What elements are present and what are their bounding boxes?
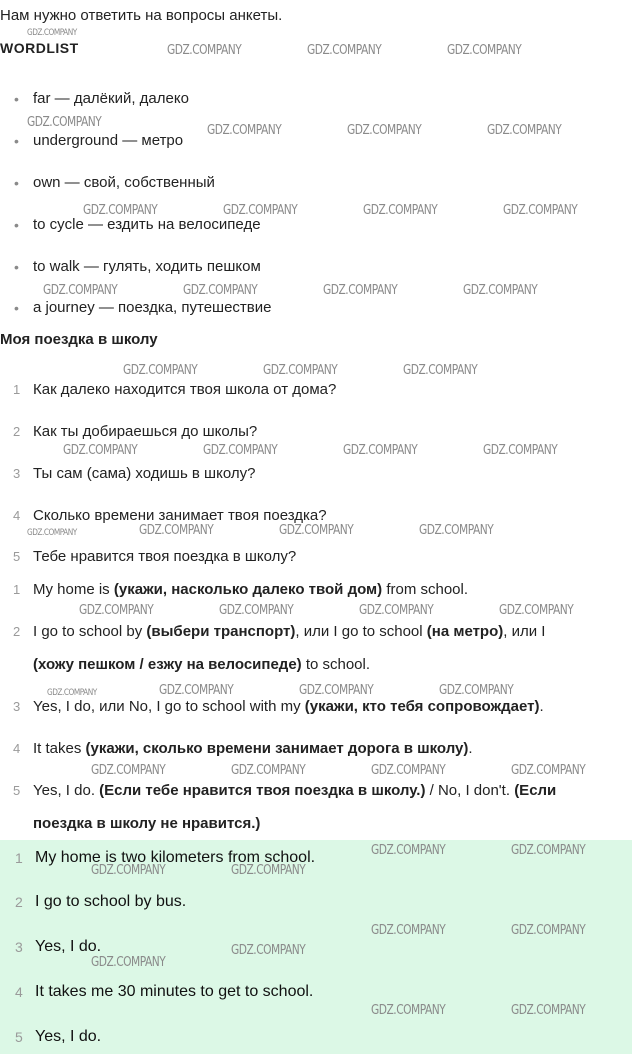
bullet-icon: • bbox=[14, 300, 19, 316]
answers-block: 1 My home is two kilometers from school. 2 I go to school by bus. 3 Yes, I do. 4 It takes me 30 minutes to get to school. 5 Yes, I do. bbox=[0, 840, 632, 1054]
watermark-logo: GDZ.COMPANY bbox=[439, 683, 514, 698]
bullet-icon: • bbox=[14, 217, 19, 233]
watermark-logo: GDZ.COMPANY bbox=[359, 603, 434, 618]
bullet-icon: • bbox=[14, 91, 19, 107]
watermark-logo: GDZ.COMPANY bbox=[91, 763, 166, 778]
watermark-logo: GDZ.COMPANY bbox=[207, 123, 282, 138]
watermark-logo: GDZ.COMPANY bbox=[279, 523, 354, 538]
watermark-logo: GDZ.COMPANY bbox=[231, 763, 306, 778]
watermark-logo: GDZ.COMPANY bbox=[511, 843, 586, 858]
bullet-icon: • bbox=[14, 133, 19, 149]
bullet-icon: • bbox=[14, 259, 19, 275]
watermark-logo: GDZ.COMPANY bbox=[63, 443, 138, 458]
bullet-icon: • bbox=[14, 175, 19, 191]
watermark-logo: GDZ.COMPANY bbox=[463, 283, 538, 298]
watermark-logo: GDZ.COMPANY bbox=[183, 283, 258, 298]
watermark-logo: GDZ.COMPANY bbox=[43, 283, 118, 298]
watermark-logo: GDZ.COMPANY bbox=[203, 443, 278, 458]
watermark-logo: GDZ.COMPANY bbox=[167, 43, 242, 58]
watermark-logo: GDZ.COMPANY bbox=[511, 923, 586, 938]
watermark-logo: GDZ.COMPANY bbox=[371, 1003, 446, 1018]
template-continuation: (хожу пешком / езжу на велосипеде) to school. bbox=[33, 656, 371, 673]
watermark-logo: GDZ.COMPANY bbox=[123, 363, 198, 378]
watermark-logo: GDZ.COMPANY bbox=[299, 683, 374, 698]
intro-text: Нам нужно ответить на вопросы анкеты. bbox=[0, 7, 283, 24]
watermark-logo: GDZ.COMPANY bbox=[347, 123, 422, 138]
wordlist-title: WORDLIST bbox=[0, 40, 79, 56]
watermark-logo: GDZ.COMPANY bbox=[511, 1003, 586, 1018]
watermark-logo: GDZ.COMPANY bbox=[159, 683, 234, 698]
watermark-logo: GDZ.COMPANY bbox=[343, 443, 418, 458]
watermark-logo: GDZ.COMPANY bbox=[223, 203, 298, 218]
watermark-logo: GDZ.COMPANY bbox=[79, 603, 154, 618]
watermark-logo: GDZ.COMPANY bbox=[447, 43, 522, 58]
watermark-logo: GDZ.COMPANY bbox=[371, 843, 446, 858]
watermark-logo: GDZ.COMPANY bbox=[503, 203, 578, 218]
watermark-logo: GDZ.COMPANY bbox=[219, 603, 294, 618]
watermark-logo: GDZ.COMPANY bbox=[487, 123, 562, 138]
watermark-logo: GDZ.COMPANY bbox=[371, 923, 446, 938]
watermark-logo: GDZ.COMPANY bbox=[91, 955, 166, 970]
watermark-logo: GDZ.COMPANY bbox=[139, 523, 214, 538]
watermark-logo: GDZ.COMPANY bbox=[83, 203, 158, 218]
template-continuation: поездка в школу не нравится.) bbox=[33, 815, 261, 832]
watermark-logo: GDZ.COMPANY bbox=[511, 763, 586, 778]
watermark-logo: GDZ.COMPANY bbox=[27, 28, 77, 38]
watermark-logo: GDZ.COMPANY bbox=[47, 688, 97, 698]
watermark-logo: GDZ.COMPANY bbox=[419, 523, 494, 538]
watermark-logo: GDZ.COMPANY bbox=[363, 203, 438, 218]
watermark-logo: GDZ.COMPANY bbox=[323, 283, 398, 298]
watermark-logo: GDZ.COMPANY bbox=[263, 363, 338, 378]
watermark-logo: GDZ.COMPANY bbox=[27, 528, 77, 538]
section-title: Моя поездка в школу bbox=[0, 331, 158, 348]
watermark-logo: GDZ.COMPANY bbox=[371, 763, 446, 778]
watermark-logo: GDZ.COMPANY bbox=[499, 603, 574, 618]
watermark-logo: GDZ.COMPANY bbox=[91, 863, 166, 878]
watermark-logo: GDZ.COMPANY bbox=[307, 43, 382, 58]
watermark-logo: GDZ.COMPANY bbox=[403, 363, 478, 378]
watermark-logo: GDZ.COMPANY bbox=[231, 943, 306, 958]
watermark-logo: GDZ.COMPANY bbox=[231, 863, 306, 878]
watermark-logo: GDZ.COMPANY bbox=[27, 115, 102, 130]
watermark-logo: GDZ.COMPANY bbox=[483, 443, 558, 458]
